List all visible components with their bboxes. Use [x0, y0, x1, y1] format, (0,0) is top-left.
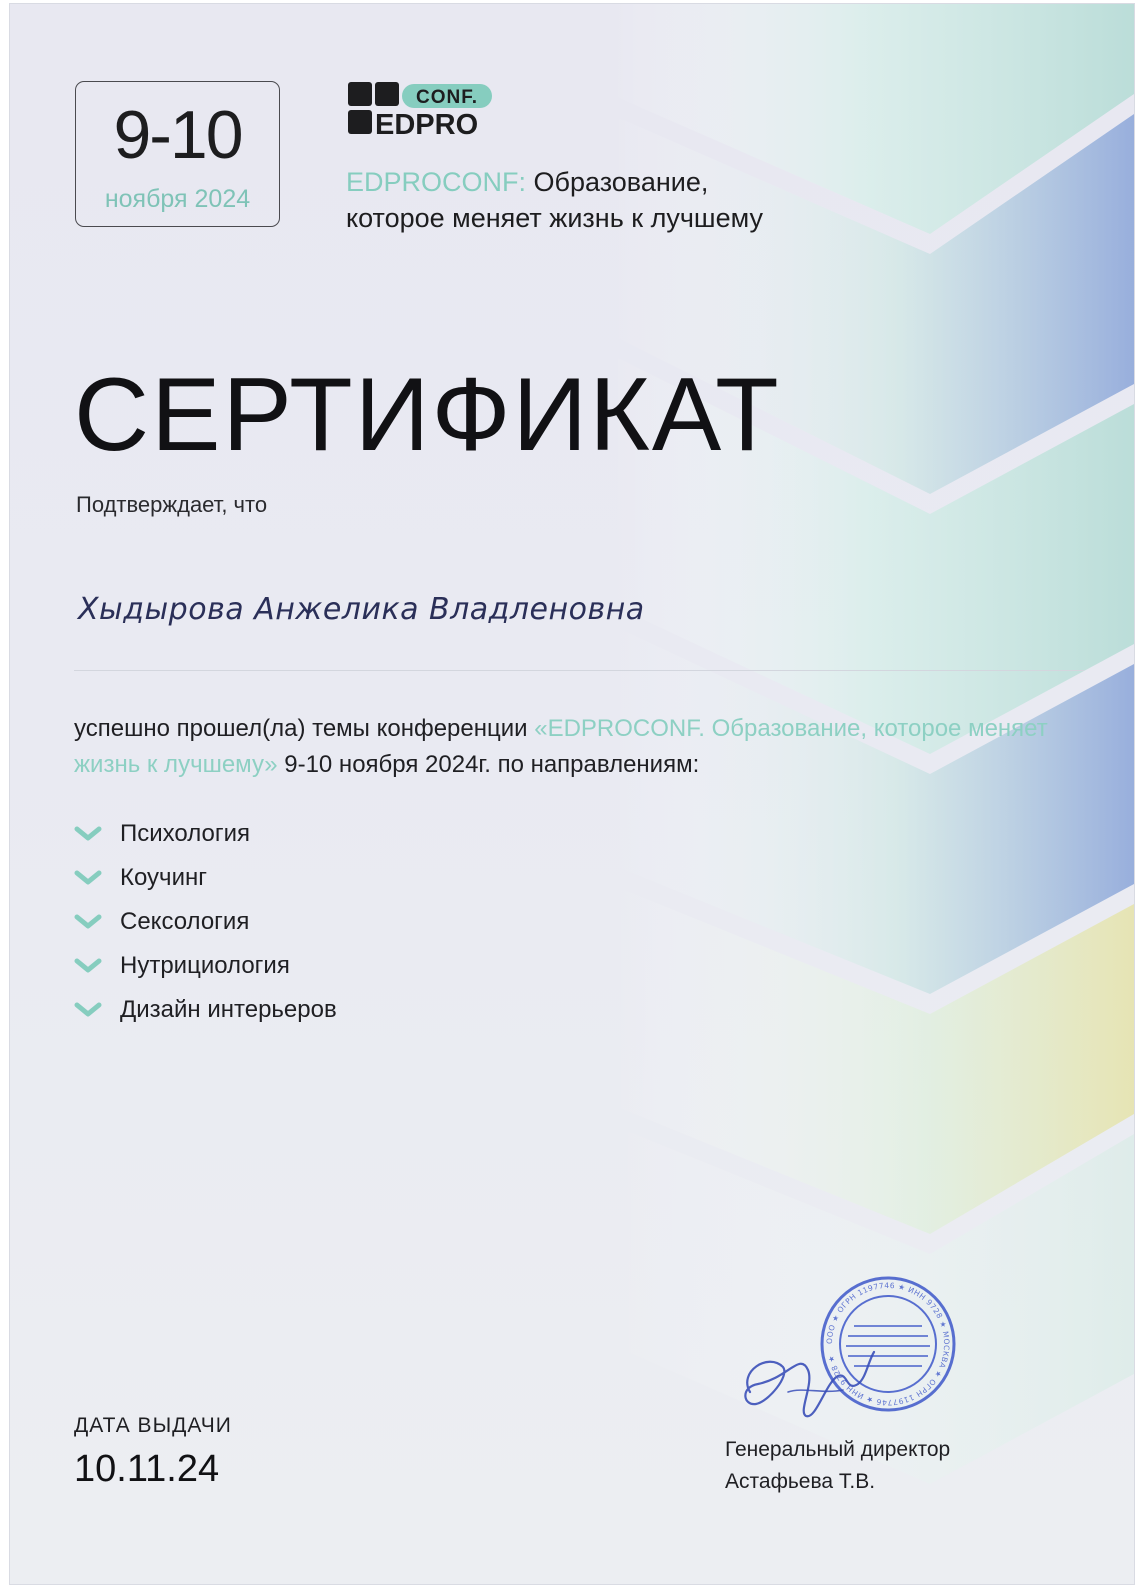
- certificate-title: СЕРТИФИКАТ: [74, 357, 781, 473]
- divider: [74, 670, 1084, 671]
- topic-label: Сексология: [120, 908, 250, 935]
- background-wave-art: [10, 4, 1134, 1584]
- topic-label: Нутрициология: [120, 952, 290, 979]
- event-date-month: ноября 2024: [104, 185, 251, 213]
- completion-text: [74, 711, 1074, 783]
- logo-name-text: EDPRO: [375, 109, 479, 140]
- director-name: Астафьева Т.В.: [725, 1470, 876, 1493]
- conference-title-accent: EDPROCONF:: [346, 167, 527, 197]
- completion-conference-name: «EDPROCONF. Образование, которое меняет жизнь к лучшему»: [74, 715, 1048, 778]
- issue-date-label: ДАТА ВЫДАЧИ: [74, 1414, 232, 1437]
- chevron-down-icon: [74, 826, 102, 842]
- topic-item: [74, 812, 337, 856]
- conference-title-line1: Образование,: [526, 167, 709, 197]
- event-date-box: [75, 81, 280, 227]
- chevron-down-icon: [74, 958, 102, 974]
- edpro-conf-logo: [348, 82, 496, 140]
- conference-title-line2: которое меняет жизнь к лучшему: [346, 203, 763, 233]
- topic-list: [74, 812, 337, 1032]
- completion-prefix: успешно прошел(ла) темы конференции: [74, 715, 535, 742]
- chevron-down-icon: [74, 914, 102, 930]
- director-signature: [728, 1332, 878, 1422]
- topic-label: Психология: [120, 820, 250, 847]
- issue-date-value: 10.11.24: [74, 1448, 220, 1490]
- svg-text:ООО ★ ОГРН 1197746 ★ ИНН 9728: ООО ★ ОГРН 1197746 ★ ИНН 9728 ★ МОСКВА ★ ОГРН 1197746 ★ ИНН 9728 ★: [824, 1280, 952, 1408]
- conference-title: [346, 164, 763, 236]
- confirms-text: Подтверждает, что: [76, 492, 268, 517]
- certificate-sheet: [10, 4, 1134, 1584]
- topic-item: [74, 944, 337, 988]
- topic-label: Дизайн интерьеров: [120, 996, 337, 1023]
- topic-item: [74, 856, 337, 900]
- event-date-range: 9-10: [113, 97, 242, 173]
- recipient-name: Хыдырова Анжелика Владленовна: [78, 592, 645, 627]
- chevron-down-icon: [74, 870, 102, 886]
- topic-item: [74, 988, 337, 1032]
- logo-tag-text: CONF.: [416, 87, 478, 108]
- topic-item: [74, 900, 337, 944]
- chevron-down-icon: [74, 1002, 102, 1018]
- director-role: Генеральный директор: [725, 1438, 951, 1461]
- topic-label: Коучинг: [120, 864, 207, 891]
- completion-suffix: 9-10 ноября 2024г. по направлениям:: [277, 751, 700, 778]
